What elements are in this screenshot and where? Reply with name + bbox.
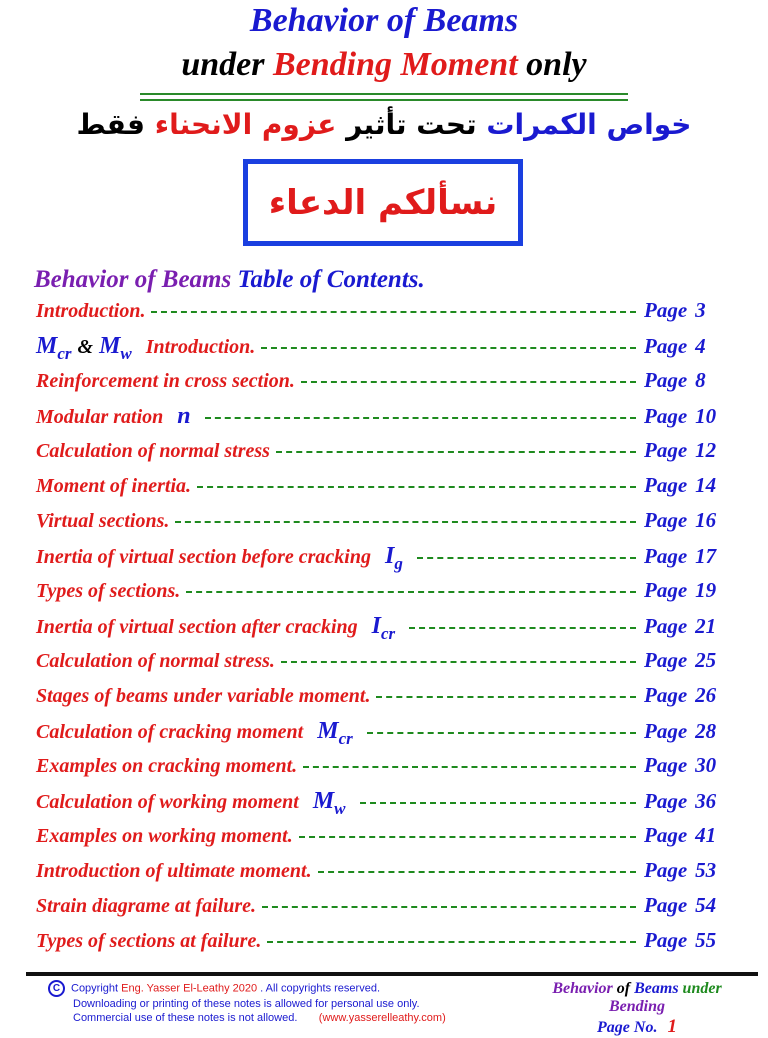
- toc-entry[interactable]: [36, 368, 736, 403]
- toc-entry[interactable]: [36, 473, 736, 508]
- page-label: Page: [644, 753, 688, 777]
- dotted-leader: [301, 381, 636, 383]
- toc-entry[interactable]: [36, 543, 736, 578]
- toc-entry-title: Types of sections.: [36, 580, 181, 602]
- dotted-leader: [303, 766, 636, 768]
- toc-page-ref: [644, 789, 736, 814]
- page-label: Page: [644, 683, 688, 707]
- dotted-leader: [261, 347, 636, 349]
- copyright-text: . All copyrights reserved.: [260, 982, 381, 995]
- toc-entry-title: Types of sections at failure.: [36, 930, 262, 952]
- toc-heading-part: Behavior of Beams: [34, 266, 232, 293]
- symbol-subscript: cr: [57, 343, 72, 363]
- dotted-leader: [318, 871, 636, 873]
- page-label: Page: [644, 334, 688, 358]
- page-label: Page: [644, 438, 688, 462]
- dotted-leader: [360, 802, 636, 804]
- toc-entry-title: Introduction.: [36, 300, 146, 322]
- dotted-leader: [151, 311, 636, 313]
- page-number: 12: [695, 438, 717, 462]
- toc-entry[interactable]: [36, 578, 736, 613]
- page-label: Page: [644, 893, 688, 917]
- copyright-icon: C: [48, 980, 65, 997]
- page-number: 8: [695, 368, 706, 392]
- toc-entry[interactable]: [36, 893, 736, 928]
- toc-entry-title: Calculation of working moment: [36, 791, 299, 813]
- toc-page-ref: [644, 544, 736, 569]
- toc-heading: [34, 266, 425, 294]
- subtitle-part: only: [526, 46, 587, 83]
- page-label: Page: [644, 648, 688, 672]
- toc-entry[interactable]: [36, 928, 736, 963]
- symbol-letter: I: [384, 543, 395, 569]
- book-title-part: of: [616, 980, 631, 997]
- book-title-part: Behavior: [552, 980, 613, 997]
- page-number: 54: [695, 893, 717, 917]
- page-label: Page: [644, 719, 688, 743]
- toc-page-ref: [644, 438, 736, 463]
- toc-entry-title: Modular ration: [36, 406, 164, 428]
- dotted-leader: [267, 941, 636, 943]
- toc-page-ref: [644, 473, 736, 498]
- dotted-leader: [262, 906, 636, 908]
- page-number: 30: [695, 753, 717, 777]
- symbol-letter: M: [99, 333, 121, 359]
- arabic-title-part: عزوم الانحناء: [154, 108, 337, 141]
- book-title-part: under: [682, 980, 722, 997]
- toc-entry-title: Stages of beams under variable moment.: [36, 685, 371, 707]
- page-label: Page: [644, 473, 688, 497]
- dotted-leader: [205, 417, 636, 419]
- page-number: 10: [695, 404, 717, 428]
- page-number: 28: [695, 719, 717, 743]
- dotted-leader: [299, 836, 636, 838]
- dotted-leader: [281, 661, 636, 663]
- toc-entry-title: Strain diagrame at failure.: [36, 895, 257, 917]
- prayer-request-box: [243, 159, 523, 246]
- toc-entry-title: Introduction.: [145, 336, 256, 358]
- copyright-notice: [48, 980, 446, 1025]
- page-label: Page: [644, 614, 688, 638]
- page-number: 25: [695, 648, 717, 672]
- document-subtitle: [0, 46, 768, 84]
- dotted-leader: [175, 521, 636, 523]
- page-number: 14: [695, 473, 717, 497]
- toc-page-ref: [644, 614, 736, 639]
- copyright-text: Commercial use of these notes is not allowed.: [73, 1012, 298, 1024]
- symbol: [385, 543, 403, 574]
- toc-heading-part: Table of Contents.: [237, 266, 425, 293]
- arabic-title-part: فقط: [76, 108, 146, 141]
- toc-page-ref: [644, 648, 736, 673]
- page-number: 4: [695, 334, 706, 358]
- toc-entry-title: Examples on cracking moment.: [36, 755, 298, 777]
- page-number: 17: [695, 544, 717, 568]
- toc-entry[interactable]: [36, 788, 736, 823]
- copyright-text: Copyright: [71, 982, 119, 995]
- subtitle-highlight: Bending Moment: [273, 46, 518, 83]
- copyright-text: Downloading or printing of these notes is allowed for personal use only.: [73, 998, 420, 1010]
- symbol-letter: M: [36, 333, 58, 359]
- symbol: [317, 718, 353, 749]
- subtitle-part: under: [181, 46, 265, 83]
- ampersand: &: [77, 336, 94, 358]
- toc-entry-title: Calculation of normal stress.: [36, 650, 275, 672]
- author: Eng. Yasser El-Leathy 2020: [121, 982, 258, 995]
- page-label: Page: [644, 578, 688, 602]
- symbol-subscript: cr: [381, 623, 396, 643]
- page-label: Page: [644, 858, 688, 882]
- toc-entry[interactable]: [36, 718, 736, 753]
- website-link[interactable]: (www.yasserelleathy.com): [318, 1012, 446, 1024]
- page-number: 21: [695, 614, 717, 638]
- symbol-subscript: g: [394, 553, 403, 573]
- page-number: 19: [695, 578, 717, 602]
- toc-entry-title: Inertia of virtual section after cracking: [36, 616, 358, 638]
- toc-page-ref: [644, 508, 736, 533]
- toc-entry-title: Inertia of virtual section before cracking: [36, 546, 371, 568]
- page-label: Page: [644, 298, 688, 322]
- toc-page-ref: [644, 928, 736, 953]
- symbol: [372, 613, 396, 644]
- page-number: 26: [695, 683, 717, 707]
- toc-page-ref: [644, 578, 736, 603]
- dotted-leader: [276, 451, 636, 453]
- toc-page-ref: [644, 404, 736, 429]
- book-title-part: Bending: [608, 998, 665, 1015]
- symbol-subscript: cr: [338, 728, 353, 748]
- page-number-label: Page No.: [597, 1019, 658, 1036]
- toc-entry[interactable]: [36, 438, 736, 473]
- symbol: [99, 333, 132, 364]
- dotted-leader: [376, 696, 636, 698]
- toc-entry-title: Calculation of cracking moment: [36, 721, 304, 743]
- toc-page-ref: [644, 753, 736, 778]
- page-label: Page: [644, 928, 688, 952]
- toc-entry[interactable]: [36, 823, 736, 858]
- book-title-part: Beams: [634, 980, 679, 997]
- page-number: 53: [695, 858, 717, 882]
- page-number: 41: [695, 823, 717, 847]
- toc-page-ref: [644, 298, 736, 323]
- toc-entry-title: Virtual sections.: [36, 510, 170, 532]
- toc-page-ref: [644, 334, 736, 359]
- toc-entry-title: Reinforcement in cross section.: [36, 370, 295, 392]
- toc-entry-title: Introduction of ultimate moment.: [36, 860, 312, 882]
- toc-page-ref: [644, 823, 736, 848]
- divider: [140, 99, 628, 101]
- prayer-request-text: نسألكم الدعاء: [268, 182, 498, 223]
- symbol-letter: M: [312, 788, 335, 814]
- page-label: Page: [644, 368, 688, 392]
- dotted-leader: [367, 732, 636, 734]
- table-of-contents: [36, 298, 736, 963]
- divider: [140, 93, 628, 95]
- toc-entry[interactable]: [36, 613, 736, 648]
- page-label: Page: [644, 789, 688, 813]
- document-title: Behavior of Beams: [249, 2, 519, 39]
- toc-page-ref: [644, 893, 736, 918]
- page-label: Page: [644, 404, 688, 428]
- toc-entry-title: Examples on working moment.: [36, 825, 293, 847]
- toc-page-ref: [644, 683, 736, 708]
- arabic-title-part: تحت تأثير: [346, 108, 477, 141]
- dotted-leader: [186, 591, 636, 593]
- footer-book-info: [526, 980, 748, 1038]
- symbol-letter: n: [177, 403, 191, 429]
- page-number: 55: [695, 928, 717, 952]
- symbol-letter: I: [371, 613, 382, 639]
- footer-divider: [26, 972, 758, 976]
- toc-entry[interactable]: [36, 858, 736, 893]
- page-label: Page: [644, 823, 688, 847]
- dotted-leader: [409, 627, 636, 629]
- page-number-value: 1: [667, 1016, 677, 1037]
- toc-page-ref: [644, 858, 736, 883]
- toc-entry-title: Calculation of normal stress: [36, 440, 270, 462]
- page-label: Page: [644, 544, 688, 568]
- symbol-subscript: w: [334, 798, 346, 818]
- toc-entry[interactable]: [36, 683, 736, 718]
- arabic-title: [0, 108, 768, 141]
- toc-entry[interactable]: [36, 753, 736, 788]
- toc-page-ref: [644, 368, 736, 393]
- page-number: 3: [695, 298, 706, 322]
- toc-entry[interactable]: [36, 508, 736, 543]
- toc-entry[interactable]: [36, 403, 736, 438]
- toc-entry[interactable]: [36, 648, 736, 683]
- symbol: [36, 333, 72, 364]
- dotted-leader: [417, 557, 636, 559]
- dotted-leader: [197, 486, 636, 488]
- page-number: 36: [695, 789, 717, 813]
- toc-entry[interactable]: [36, 333, 736, 368]
- page-label: Page: [644, 508, 688, 532]
- page-number: 16: [695, 508, 717, 532]
- symbol: [313, 788, 346, 819]
- toc-entry[interactable]: [36, 298, 736, 333]
- arabic-title-part: خواص الكمرات: [486, 108, 692, 141]
- symbol: [177, 403, 190, 430]
- symbol-letter: M: [317, 718, 339, 744]
- page-number: [526, 1016, 748, 1038]
- toc-entry-title: Moment of inertia.: [36, 475, 192, 497]
- symbol-subscript: w: [120, 343, 132, 363]
- toc-page-ref: [644, 719, 736, 744]
